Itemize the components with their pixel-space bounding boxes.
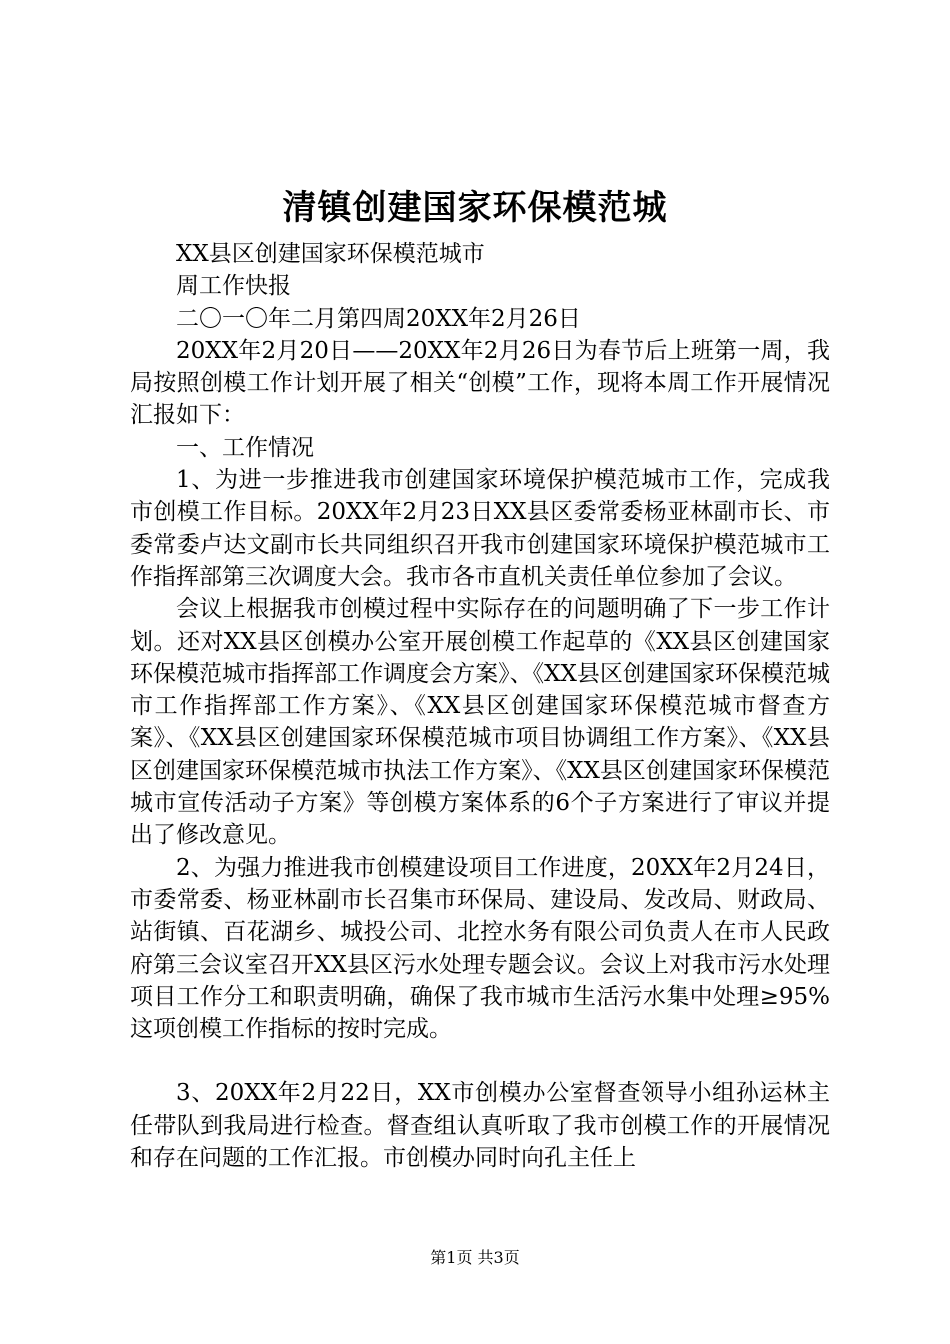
document-body: [130, 238, 830, 1174]
paragraph-meeting: 会议上根据我市创模过程中实际存在的问题明确了下一步工作计划。还对XX县区创模办公室开展创模工作起草的《XX县区创建国家环保模范城市指挥部工作调度会方案》、《XX县区创建国家环保模范城市工作指挥部工作方案》、《XX县区创建国家环保模范城市督查方案》、《XX县区创建国家环保模范城市项目协调组工作方案》、《XX县区创建国家环保模范城市执法工作方案》、《XX县区创建国家环保模范城市宣传活动子方案》等创模方案体系的6个子方案进行了审议并提出了修改意见。: [130, 596, 830, 849]
paragraph-date: 二〇一〇年二月第四周20XX年2月26日: [176, 305, 581, 332]
page-number-footer: 第1页 共3页: [430, 1248, 520, 1267]
paragraph-report-name: 周工作快报: [176, 273, 291, 300]
paragraph-subtitle: XX县区创建国家环保模范城市: [176, 241, 485, 267]
document-title: 清镇创建国家环保模范城: [282, 188, 668, 228]
paragraph-item-2: 2、为强力推进我市创模建设项目工作进度，20XX年2月24日，市委常委、杨亚林副市长召集市环保局、建设局、发改局、财政局、站街镇、百花湖乡、城投公司、北控水务有限公司负责人在市人民政府第三会议室召开XX县区污水处理专题会议。会议上对我市污水处理项目工作分工和职责明确，确保了我市城市生活污水集中处理≥95%这项创模工作指标的按时完成。: [130, 854, 830, 1043]
section-heading-work: 一、工作情况: [176, 434, 314, 461]
paragraph-intro: 20XX年2月20日——20XX年2月26日为春节后上班第一周，我局按照创模工作计划开展了相关“创模”工作，现将本周工作开展情况汇报如下：: [130, 337, 830, 429]
paragraph-item-3: 3、20XX年2月22日，XX市创模办公室督查领导小组孙运林主任带队到我局进行检查。督查组认真听取了我市创模工作的开展情况和存在问题的工作汇报。市创模办同时向孔主任上: [130, 1080, 830, 1172]
paragraph-item-1: 1、为进一步推进我市创建国家环境保护模范城市工作，完成我市创模工作目标。20XX年2月23日XX县区委常委杨亚林副市长、市委常委卢达文副市长共同组织召开我市创建国家环境保护模范城市工作指挥部第三次调度大会。我市各市直机关责任单位参加了会议。: [130, 467, 830, 590]
